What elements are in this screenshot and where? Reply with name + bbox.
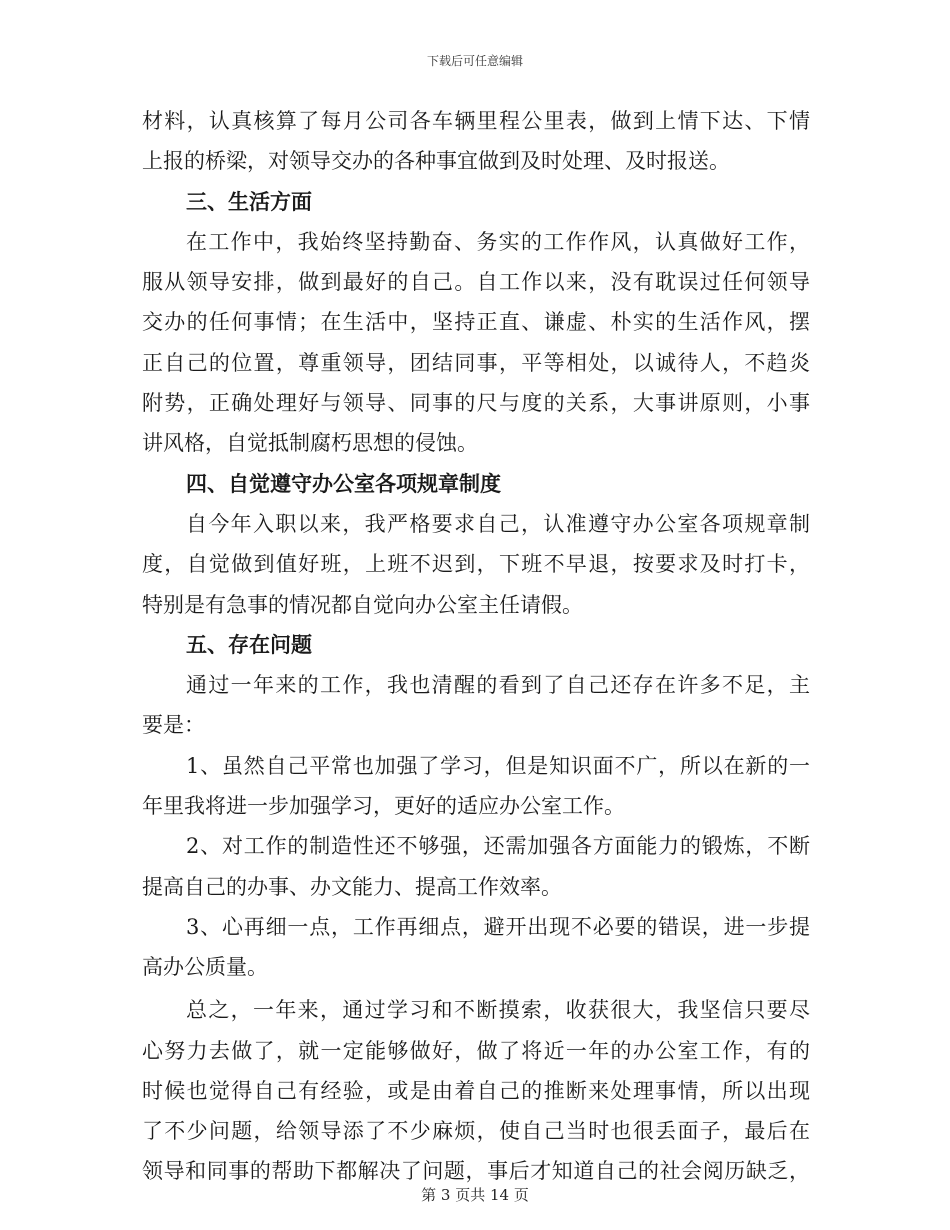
text-line: 服从领导安排，做到最好的自己。自工作以来，没有耽误过任何领导 bbox=[142, 270, 810, 295]
paragraph-first-line: 在工作中，我始终坚持勤奋、务实的工作作风，认真做好工作， bbox=[186, 229, 810, 254]
document-body bbox=[142, 108, 810, 1199]
section-heading: 五、存在问题 bbox=[186, 631, 312, 657]
text-line: 高办公质量。 bbox=[142, 955, 268, 980]
text-line: 了不少问题，给领导添了不少麻烦，使自己当时也很丢面子，最后在 bbox=[142, 1119, 810, 1144]
section-heading: 四、自觉遵守办公室各项规章制度 bbox=[186, 470, 501, 496]
text-line: 材料，认真核算了每月公司各车辆里程公里表，做到上情下达、下情 bbox=[142, 109, 810, 133]
text-line: 度，自觉做到值好班，上班不迟到，下班不早退，按要求及时打卡， bbox=[142, 552, 810, 577]
text-line: 讲风格，自觉抵制腐朽思想的侵蚀。 bbox=[142, 431, 478, 456]
paragraph-first-line: 总之，一年来，通过学习和不断摸索，收获很大，我坚信只要尽 bbox=[186, 998, 810, 1023]
text-line: 正自己的位置，尊重领导，团结同事，平等相处，以诚待人，不趋炎 bbox=[142, 350, 810, 375]
paragraph-first-line: 1、虽然自己平常也加强了学习，但是知识面不广，所以在新的一 bbox=[186, 753, 810, 778]
page-header: 下载后可任意编辑 bbox=[426, 54, 523, 68]
text-line: 年里我将进一步加强学习，更好的适应办公室工作。 bbox=[142, 794, 625, 819]
text-line: 时候也觉得自己有经验，或是由着自己的推断来处理事情，所以出现 bbox=[142, 1078, 810, 1103]
text-line: 交办的任何事情；在生活中，坚持正直、谦虚、朴实的生活作风，摆 bbox=[142, 310, 810, 335]
text-line: 提高自己的办事、办文能力、提高工作效率。 bbox=[142, 874, 562, 899]
text-line: 要是： bbox=[142, 713, 205, 738]
paragraph-first-line: 自今年入职以来，我严格要求自己，认准遵守办公室各项规章制 bbox=[186, 511, 810, 536]
paragraph-first-line: 2、对工作的制造性还不够强，还需加强各方面能力的锻炼，不断 bbox=[186, 834, 810, 859]
text-line: 领导和同事的帮助下都解决了问题，事后才知道自己的社会阅历缺乏， bbox=[142, 1159, 810, 1184]
text-line: 附势，正确处理好与领导、同事的尺与度的关系，大事讲原则，小事 bbox=[142, 391, 810, 416]
text-line: 上报的桥梁，对领导交办的各种事宜做到及时处理、及时报送。 bbox=[142, 149, 730, 174]
text-line: 特别是有急事的情况都自觉向办公室主任请假。 bbox=[142, 592, 583, 617]
text-line: 心努力去做了，就一定能够做好，做了将近一年的办公室工作，有的 bbox=[142, 1038, 810, 1063]
paragraph-first-line: 通过一年来的工作，我也清醒的看到了自己还存在许多不足，主 bbox=[186, 673, 810, 698]
page-footer: 第 3 页共 14 页 bbox=[421, 1186, 529, 1204]
paragraph-first-line: 3、心再细一点，工作再细点，避开出现不必要的错误，进一步提 bbox=[186, 914, 810, 939]
section-heading: 三、生活方面 bbox=[186, 188, 312, 214]
